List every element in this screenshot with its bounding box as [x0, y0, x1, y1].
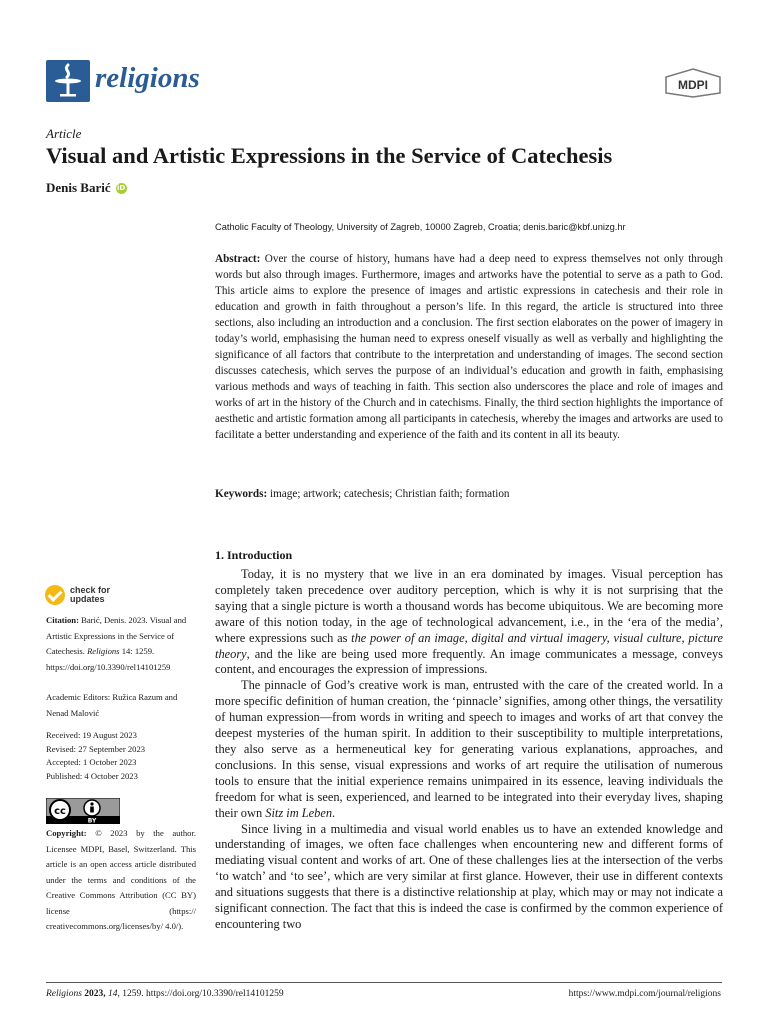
- footer-url-link[interactable]: https://www.mdpi.com/journal/religions: [568, 989, 721, 999]
- keywords-text: image; artwork; catechesis; Christian faith; formation: [270, 488, 510, 500]
- paper-title: Visual and Artistic Expressions in the Service of Catechesis: [46, 143, 613, 168]
- date-accepted: Accepted: 1 October 2023: [46, 757, 137, 767]
- section-heading: 1. Introduction: [215, 548, 293, 562]
- date-revised: Revised: 27 September 2023: [46, 743, 146, 754]
- religions-logo-icon: [46, 60, 90, 106]
- citation: [46, 613, 196, 675]
- publication-dates: [46, 729, 196, 783]
- abstract-text: Over the course of history, humans have had a deep need to express themselves not only through words but also through images. Furthermore, images and artworks have the potential to serve as a path to God. This article aims to explore the presence of images and artistic expressions in catechesis and their role in education and growth in faith throughout a person’s life. In this regard, the article is structured into three sections, also including an introduction and a conclusion. The first section elaborates on the power of imagery in today’s world, emphasising the human need to express oneself visually as well as verbally and highlighting the significance of all factors that contribute to the interpretation and understanding of images. The second section discusses catechesis, which serves the purpose of an individual’s education and growth in faith, emphasising various methods and ways of teaching in faith. This section also underscores the place and role of images and works of art in the history of the Church and in catechisms. Finally, the third section highlights the importance of aesthetic and artistic formation among all participants in catechesis, whereby the images and artworks are used to facilitate a better understanding and experience of the faith and its content in all its beauty.: [215, 253, 723, 441]
- cc-by-license-icon[interactable]: [46, 798, 120, 828]
- keywords: [215, 488, 735, 500]
- abstract: [215, 251, 723, 443]
- svg-text:BY: BY: [87, 817, 97, 824]
- footer-divider: [46, 982, 722, 983]
- copyright-text: © 2023 by the author. Licensee MDPI, Basel, Switzerland. This article is an open access article distributed under the terms and conditions of the Creative Commons Attribution (CC BY) license (https:// creativecommons.org/licenses/by/ 4.0/).: [46, 828, 196, 931]
- copyright-notice: [46, 826, 196, 935]
- date-received: Received: 19 August 2023: [46, 730, 137, 740]
- keywords-label: Keywords:: [215, 488, 268, 500]
- footer-citation: Religions 2023, 14, 1259. https://doi.org/10.3390/rel14101259: [46, 989, 284, 999]
- citation-label: Citation:: [46, 615, 79, 625]
- abstract-label: Abstract:: [215, 253, 261, 265]
- orcid-icon[interactable]: iD: [117, 183, 126, 192]
- author-row: [46, 180, 127, 196]
- author-name: Denis Barić: [46, 180, 111, 195]
- body-text: [215, 567, 723, 933]
- publisher-name: MDPI: [678, 78, 708, 92]
- journal-name: religions: [95, 62, 200, 94]
- affiliation: Catholic Faculty of Theology, University of Zagreb, 10000 Zagreb, Croatia; denis.baric@kbf.unizg.hr: [215, 222, 626, 232]
- paragraph: Today, it is no mystery that we live in an era dominated by images. Visual perception has completely taken precedence over auditory perception, which is why it is not surprising that the saying that a single picture is worth a thousand words has become ubiquitous. We are becoming more aware of this notion today, in the age of technological advancement, i.e., in the ‘era of the media’, where expressions such as the power of an image, digital and virtual imagery, visual culture, picture theory, and the like are being used more frequently. An image communicates a message, conveys content, and encourages the expression of impressions.: [215, 567, 723, 677]
- mdpi-logo-icon: [664, 68, 722, 102]
- citation-journal: Religions: [87, 646, 120, 656]
- check-for-updates-label: check for updates: [70, 585, 111, 604]
- svg-text:cc: cc: [54, 806, 66, 817]
- check-for-updates-button[interactable]: [45, 585, 110, 605]
- copyright-label: Copyright:: [46, 828, 87, 838]
- article-type: Article: [46, 126, 82, 141]
- citation-text: Barić, Denis. 2023. Visual and Artistic Expressions in the Service of Catechesis.: [46, 615, 187, 656]
- check-for-updates-icon: [45, 585, 65, 605]
- paragraph: The pinnacle of God’s creative work is man, entrusted with the care of the created world. In a more specific definition of human creation, the ‘pinnacle’ signifies, among other things, the versatility of human expression—from words in writing and speech to images and works of art that convey the deepest mysteries of the human spirit. In addition to their susceptibility to multiple interpretations, they also serve as a hermeneutical key for generating various explanations, approaches, and conclusions. In this sense, visual expressions and works of art require the utilisation of numerous tools to ensure that the initial experience remains unimpaired in its essence, leaving individuals the freedom for what is seen, experienced, and learned to be integrated into their everyday lives, shaping their own Sitz im Leben.: [215, 678, 723, 820]
- academic-editors: Academic Editors: Ružica Razum and Nenad Malović: [46, 692, 178, 718]
- citation-tail: 14: 1259. https://doi.org/10.3390/rel14101259: [46, 646, 171, 672]
- paragraph: Since living in a multimedia and visual world enables us to have an extended knowledge and understanding of images, we often face challenges when encountering new and different forms of mediating visual content and works of art. One of these challenges lies at the intersection of the verbs ‘to watch’ and ‘to see’, which are very similar at first glance. However, their use in different contexts and situations suggests that there is a distinctive relationship at play, which may or may not indicate a significant connection. The fact that this is indeed the case is confirmed by the common experience of encountering two: [215, 821, 723, 931]
- date-published: Published: 4 October 2023: [46, 770, 138, 781]
